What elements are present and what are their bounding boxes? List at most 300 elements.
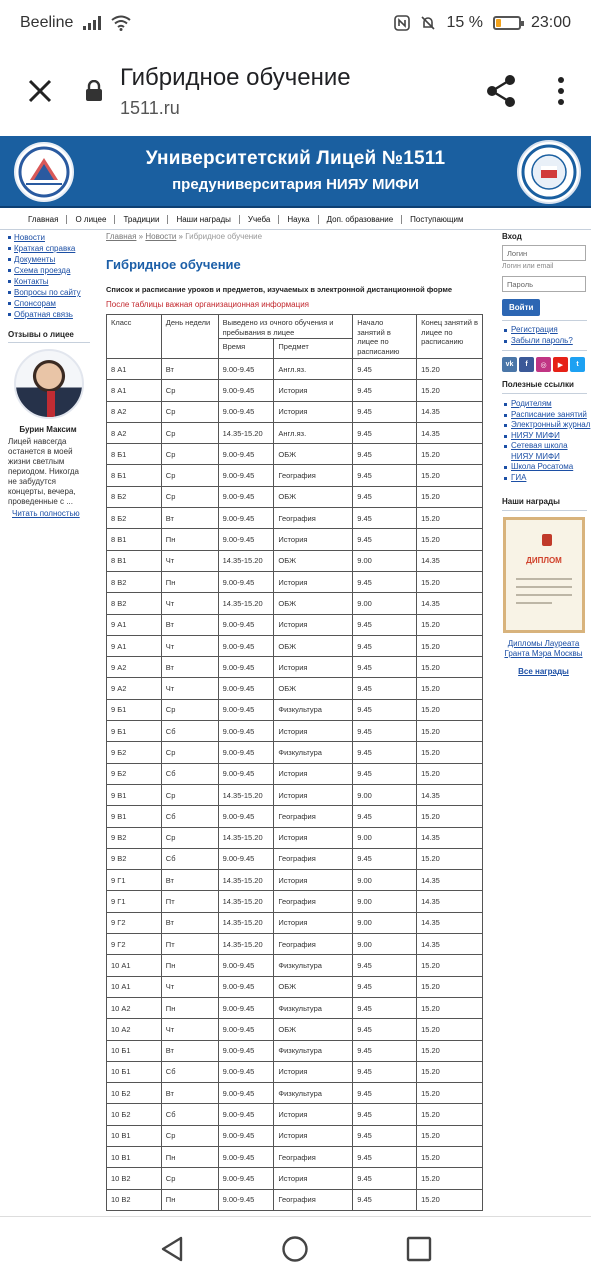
breadcrumb-separator: » <box>136 232 146 241</box>
cell-time: 9.00-9.45 <box>218 465 274 486</box>
clock: 23:00 <box>530 14 571 31</box>
cell-weekday: Пт <box>161 934 218 955</box>
cell-time: 9.00-9.45 <box>218 1040 274 1061</box>
header-removed-group: Выведено из очного обучения и пребывания в лицее <box>218 315 353 339</box>
cell-class: 8 А1 <box>107 380 162 401</box>
cell-class: 9 А1 <box>107 635 162 656</box>
left-menu-item[interactable]: Вопросы по сайту <box>8 287 96 298</box>
cell-class: 10 А2 <box>107 1019 162 1040</box>
left-menu-item[interactable]: Контакты <box>8 276 96 287</box>
cell-end: 15.20 <box>417 1168 483 1189</box>
cell-class: 8 Б2 <box>107 508 162 529</box>
breadcrumb <box>106 232 488 241</box>
site-header <box>0 136 591 208</box>
cell-time: 14.35-15.20 <box>218 593 274 614</box>
signal-icon <box>83 16 101 30</box>
breadcrumb-home[interactable]: Главная <box>106 232 137 241</box>
cell-start: 9.45 <box>353 699 417 720</box>
cell-end: 15.20 <box>417 1146 483 1167</box>
cell-end: 15.20 <box>417 1104 483 1125</box>
useful-link[interactable]: ГИА <box>504 473 591 484</box>
right-sidebar <box>496 232 591 676</box>
cell-subject: География <box>274 806 353 827</box>
cell-time: 9.00-9.45 <box>218 848 274 869</box>
cell-weekday: Ср <box>161 401 218 422</box>
divider <box>502 510 587 511</box>
cell-end: 15.20 <box>417 571 483 592</box>
breadcrumb-news[interactable]: Новости <box>145 232 177 241</box>
more-menu-icon[interactable] <box>531 46 591 136</box>
cell-end: 14.35 <box>417 784 483 805</box>
cell-weekday: Чт <box>161 635 218 656</box>
cell-subject: История <box>274 529 353 550</box>
site-title-line1: Университетский Лицей №1511 <box>145 148 446 169</box>
cell-class: 9 В2 <box>107 827 162 848</box>
login-button[interactable]: Войти <box>502 299 540 316</box>
cell-end: 15.20 <box>417 529 483 550</box>
cell-end: 15.20 <box>417 486 483 507</box>
close-icon[interactable] <box>0 46 80 136</box>
cell-end: 14.35 <box>417 422 483 443</box>
coat-of-arms-icon <box>542 534 552 546</box>
cell-weekday: Вт <box>161 1083 218 1104</box>
cell-time: 9.00-9.45 <box>218 359 274 380</box>
breadcrumb-separator: » <box>176 232 186 241</box>
nfc-icon <box>394 15 410 31</box>
cell-class: 9 Г2 <box>107 934 162 955</box>
cell-subject: География <box>274 848 353 869</box>
cell-start: 9.45 <box>353 508 417 529</box>
cell-end: 15.20 <box>417 678 483 699</box>
instagram-icon[interactable]: ◎ <box>536 357 551 372</box>
cell-weekday: Пн <box>161 955 218 976</box>
cell-end: 14.35 <box>417 891 483 912</box>
cell-weekday: Сб <box>161 1104 218 1125</box>
page-title: Гибридное обучение <box>106 257 241 272</box>
all-awards-link[interactable]: Все награды <box>518 667 569 676</box>
cell-start: 9.00 <box>353 912 417 933</box>
cell-weekday: Ср <box>161 699 218 720</box>
cell-subject: История <box>274 870 353 891</box>
cell-time: 9.00-9.45 <box>218 380 274 401</box>
review-text: Лицей навсегда останется в моей жизни светлым периодом. Никогда не забудутся концерты, вечера, проведенные с ... <box>8 437 79 506</box>
nav-extra-education[interactable]: Доп. образование <box>319 215 403 224</box>
cell-class: 10 Б1 <box>107 1040 162 1061</box>
cell-class: 9 А1 <box>107 614 162 635</box>
cell-subject: ОБЖ <box>274 1019 353 1040</box>
left-menu-item[interactable]: Новости <box>8 232 96 243</box>
cell-class: 10 В2 <box>107 1168 162 1189</box>
cell-start: 9.00 <box>353 934 417 955</box>
cell-end: 14.35 <box>417 934 483 955</box>
web-page <box>0 136 591 1216</box>
cell-weekday: Вт <box>161 508 218 529</box>
cell-weekday: Сб <box>161 848 218 869</box>
cell-end: 14.35 <box>417 593 483 614</box>
schedule-body <box>107 359 483 1211</box>
facebook-icon[interactable]: f <box>519 357 534 372</box>
nav-about[interactable]: О лицее <box>67 215 115 224</box>
table-row <box>107 891 483 912</box>
nav-traditions[interactable]: Традиции <box>115 215 168 224</box>
left-menu-item[interactable]: Схема проезда <box>8 265 96 276</box>
left-menu-item[interactable]: Обратная связь <box>8 309 96 320</box>
battery-icon <box>493 16 521 30</box>
useful-link[interactable]: Родителям <box>504 399 591 410</box>
useful-link[interactable]: НИЯУ МИФИ <box>504 431 591 442</box>
cell-weekday: Вт <box>161 870 218 891</box>
table-row <box>107 742 483 763</box>
cell-start: 9.45 <box>353 997 417 1018</box>
table-row <box>107 444 483 465</box>
cell-weekday: Ср <box>161 1125 218 1146</box>
cell-end: 15.20 <box>417 1061 483 1082</box>
cell-subject: География <box>274 508 353 529</box>
cell-start: 9.45 <box>353 721 417 742</box>
reviews-heading: Отзывы о лицее <box>8 330 74 339</box>
cell-class: 8 Б2 <box>107 486 162 507</box>
cell-end: 15.20 <box>417 635 483 656</box>
cell-weekday: Пн <box>161 1189 218 1210</box>
cell-subject: История <box>274 1104 353 1125</box>
table-row <box>107 806 483 827</box>
read-more-link[interactable]: Читать полностью <box>12 509 80 518</box>
cell-time: 14.35-15.20 <box>218 934 274 955</box>
useful-link[interactable]: Расписание занятий <box>504 410 591 421</box>
useful-link[interactable]: Сетевая школа НИЯУ МИФИ <box>504 441 591 462</box>
status-bar <box>0 0 591 46</box>
twitter-icon[interactable]: t <box>570 357 585 372</box>
divider <box>8 342 90 343</box>
left-sidebar <box>0 232 96 518</box>
system-nav-bar <box>0 1216 591 1280</box>
cell-weekday: Ср <box>161 742 218 763</box>
battery-percent: 15 % <box>446 14 483 31</box>
cell-weekday: Чт <box>161 1019 218 1040</box>
cell-subject: ОБЖ <box>274 678 353 699</box>
table-row <box>107 784 483 805</box>
cell-weekday: Вт <box>161 912 218 933</box>
cell-weekday: Чт <box>161 593 218 614</box>
forgot-password-link[interactable]: Забыли пароль? <box>504 336 591 347</box>
table-row <box>107 1168 483 1189</box>
cell-time: 9.00-9.45 <box>218 721 274 742</box>
cell-end: 15.20 <box>417 380 483 401</box>
cell-time: 9.00-9.45 <box>218 1104 274 1125</box>
table-row <box>107 508 483 529</box>
cell-time: 14.35-15.20 <box>218 422 274 443</box>
cell-time: 14.35-15.20 <box>218 891 274 912</box>
password-input[interactable]: Пароль <box>502 276 586 292</box>
cell-time: 9.00-9.45 <box>218 699 274 720</box>
cell-subject: География <box>274 934 353 955</box>
cell-start: 9.45 <box>353 444 417 465</box>
table-row <box>107 1019 483 1040</box>
table-row <box>107 848 483 869</box>
cell-subject: История <box>274 1168 353 1189</box>
table-row <box>107 550 483 571</box>
cell-time: 9.00-9.45 <box>218 635 274 656</box>
cell-start: 9.45 <box>353 763 417 784</box>
cell-weekday: Сб <box>161 806 218 827</box>
cell-weekday: Ср <box>161 422 218 443</box>
cell-start: 9.45 <box>353 1125 417 1146</box>
main-content <box>106 232 488 1211</box>
cell-time: 9.00-9.45 <box>218 486 274 507</box>
cell-end: 15.20 <box>417 763 483 784</box>
nav-science[interactable]: Наука <box>279 215 318 224</box>
cell-end: 15.20 <box>417 1019 483 1040</box>
cell-class: 9 Г1 <box>107 870 162 891</box>
divider <box>502 393 587 394</box>
cell-subject: ОБЖ <box>274 593 353 614</box>
youtube-icon[interactable]: ▶ <box>553 357 568 372</box>
cell-subject: ОБЖ <box>274 444 353 465</box>
social-links <box>496 357 591 372</box>
cell-end: 15.20 <box>417 359 483 380</box>
lock-icon <box>74 80 114 102</box>
header-subject: Предмет <box>274 339 353 359</box>
diploma-image[interactable] <box>503 517 585 633</box>
cell-class: 9 А2 <box>107 657 162 678</box>
reviewer-name: Бурин Максим <box>19 425 77 434</box>
cell-weekday: Вт <box>161 657 218 678</box>
cell-time: 9.00-9.45 <box>218 508 274 529</box>
cell-weekday: Вт <box>161 359 218 380</box>
cell-start: 9.45 <box>353 422 417 443</box>
important-note: После таблицы важная организационная информация <box>106 300 309 309</box>
cell-subject: История <box>274 784 353 805</box>
cell-time: 9.00-9.45 <box>218 529 274 550</box>
cell-time: 14.35-15.20 <box>218 870 274 891</box>
table-row <box>107 657 483 678</box>
cell-weekday: Ср <box>161 444 218 465</box>
back-icon[interactable] <box>152 1229 192 1269</box>
cell-start: 9.45 <box>353 529 417 550</box>
cell-time: 9.00-9.45 <box>218 401 274 422</box>
cell-time: 9.00-9.45 <box>218 1061 274 1082</box>
header-end: Конец занятий в лицее по расписанию <box>417 315 483 359</box>
useful-links <box>496 399 591 483</box>
carrier-label: Beeline <box>20 14 74 31</box>
cell-start: 9.00 <box>353 891 417 912</box>
cell-end: 15.20 <box>417 1189 483 1210</box>
cell-class: 10 Б2 <box>107 1104 162 1125</box>
site-title-line2: предуниверситария НИЯУ МИФИ <box>172 176 419 193</box>
award-caption-link[interactable]: Дипломы Лауреата Гранта Мэра Москвы <box>504 639 583 658</box>
cell-start: 9.45 <box>353 465 417 486</box>
cell-weekday: Пн <box>161 529 218 550</box>
cell-class: 10 В1 <box>107 1125 162 1146</box>
cell-end: 14.35 <box>417 550 483 571</box>
cell-class: 8 Б1 <box>107 465 162 486</box>
cell-subject: История <box>274 571 353 592</box>
cell-weekday: Ср <box>161 380 218 401</box>
table-row <box>107 1146 483 1167</box>
mephi-logo[interactable] <box>517 140 581 204</box>
cell-subject: Англ.яз. <box>274 359 353 380</box>
nav-home[interactable]: Главная <box>20 215 67 224</box>
table-row <box>107 529 483 550</box>
cell-weekday: Вт <box>161 1040 218 1061</box>
avatar <box>14 349 84 419</box>
header-time: Время <box>218 339 274 359</box>
cell-class: 8 А2 <box>107 401 162 422</box>
cell-weekday: Ср <box>161 465 218 486</box>
cell-class: 10 А2 <box>107 997 162 1018</box>
vk-icon[interactable]: vk <box>502 357 517 372</box>
cell-class: 8 В1 <box>107 529 162 550</box>
table-row <box>107 721 483 742</box>
cell-class: 9 В1 <box>107 806 162 827</box>
cell-weekday: Ср <box>161 827 218 848</box>
cell-class: 8 А1 <box>107 359 162 380</box>
cell-class: 9 В2 <box>107 848 162 869</box>
cell-end: 15.20 <box>417 976 483 997</box>
cell-class: 9 А2 <box>107 678 162 699</box>
cell-time: 9.00-9.45 <box>218 742 274 763</box>
register-link[interactable]: Регистрация <box>504 325 591 336</box>
cell-start: 9.00 <box>353 784 417 805</box>
cell-time: 9.00-9.45 <box>218 678 274 699</box>
cell-end: 15.20 <box>417 806 483 827</box>
cell-subject: Физкультура <box>274 955 353 976</box>
nav-study[interactable]: Учеба <box>240 215 279 224</box>
useful-link[interactable]: Школа Росатома <box>504 462 591 473</box>
table-row <box>107 699 483 720</box>
cell-class: 9 Б1 <box>107 721 162 742</box>
table-row <box>107 380 483 401</box>
account-links <box>496 325 591 346</box>
login-heading: Вход <box>502 232 522 241</box>
table-row <box>107 870 483 891</box>
cell-start: 9.45 <box>353 1146 417 1167</box>
cell-class: 8 В1 <box>107 550 162 571</box>
table-row <box>107 827 483 848</box>
cell-weekday: Ср <box>161 784 218 805</box>
left-menu-item[interactable]: Краткая справка <box>8 243 96 254</box>
cell-start: 9.00 <box>353 550 417 571</box>
cell-class: 8 В2 <box>107 593 162 614</box>
home-icon[interactable] <box>275 1229 315 1269</box>
cell-time: 9.00-9.45 <box>218 1019 274 1040</box>
table-row <box>107 997 483 1018</box>
table-row <box>107 1189 483 1210</box>
share-icon[interactable] <box>471 46 531 136</box>
table-row <box>107 934 483 955</box>
table-row <box>107 571 483 592</box>
breadcrumb-current: Гибридное обучение <box>185 232 263 241</box>
cell-subject: История <box>274 401 353 422</box>
login-input[interactable]: Логин <box>502 245 586 261</box>
cell-subject: История <box>274 763 353 784</box>
cell-time: 9.00-9.45 <box>218 1083 274 1104</box>
cell-subject: География <box>274 465 353 486</box>
cell-weekday: Сб <box>161 1061 218 1082</box>
nav-admission[interactable]: Поступающим <box>410 215 464 224</box>
cell-class: 10 В1 <box>107 1146 162 1167</box>
header-weekday: День недели <box>161 315 218 359</box>
cell-time: 9.00-9.45 <box>218 444 274 465</box>
cell-weekday: Сб <box>161 721 218 742</box>
url-box[interactable] <box>114 64 471 119</box>
cell-start: 9.45 <box>353 657 417 678</box>
cell-weekday: Сб <box>161 763 218 784</box>
table-row <box>107 955 483 976</box>
nav-awards[interactable]: Наши награды <box>168 215 239 224</box>
cell-start: 9.45 <box>353 359 417 380</box>
cell-weekday: Чт <box>161 550 218 571</box>
login-hint: Логин или email <box>502 263 554 270</box>
table-row <box>107 678 483 699</box>
cell-start: 9.00 <box>353 870 417 891</box>
cell-class: 8 А2 <box>107 422 162 443</box>
cell-end: 15.20 <box>417 614 483 635</box>
cell-class: 9 В1 <box>107 784 162 805</box>
cell-subject: Физкультура <box>274 997 353 1018</box>
cell-time: 9.00-9.45 <box>218 997 274 1018</box>
cell-subject: География <box>274 1146 353 1167</box>
table-row <box>107 1104 483 1125</box>
cell-start: 9.45 <box>353 1040 417 1061</box>
cell-end: 15.20 <box>417 465 483 486</box>
left-menu-item[interactable]: Спонсорам <box>8 298 96 309</box>
cell-weekday: Чт <box>161 976 218 997</box>
awards-heading: Наши награды <box>502 497 560 506</box>
cell-start: 9.45 <box>353 380 417 401</box>
cell-time: 9.00-9.45 <box>218 976 274 997</box>
cell-start: 9.45 <box>353 401 417 422</box>
cell-end: 15.20 <box>417 508 483 529</box>
header-start: Начало занятий в лицее по расписанию <box>353 315 417 359</box>
page-subtitle: Список и расписание уроков и предметов, изучаемых в электронной дистанционной форме <box>106 285 453 294</box>
cell-subject: История <box>274 1061 353 1082</box>
table-row <box>107 401 483 422</box>
cell-class: 10 Б1 <box>107 1061 162 1082</box>
cell-end: 15.20 <box>417 955 483 976</box>
cell-class: 9 Б2 <box>107 742 162 763</box>
table-row <box>107 486 483 507</box>
table-row <box>107 912 483 933</box>
divider <box>502 350 587 351</box>
cell-subject: История <box>274 657 353 678</box>
cell-subject: История <box>274 380 353 401</box>
cell-time: 14.35-15.20 <box>218 784 274 805</box>
schedule-table <box>106 314 483 1211</box>
diploma-word: ДИПЛОМ <box>526 556 562 565</box>
cell-subject: История <box>274 1125 353 1146</box>
table-row <box>107 1040 483 1061</box>
cell-start: 9.45 <box>353 742 417 763</box>
cell-subject: ОБЖ <box>274 976 353 997</box>
useful-links-heading: Полезные ссылки <box>502 380 574 389</box>
useful-link[interactable]: Электронный журнал <box>504 420 591 431</box>
cell-class: 8 В2 <box>107 571 162 592</box>
table-row <box>107 593 483 614</box>
cell-time: 14.35-15.20 <box>218 550 274 571</box>
cell-start: 9.45 <box>353 806 417 827</box>
recents-icon[interactable] <box>399 1229 439 1269</box>
cell-subject: Физкультура <box>274 742 353 763</box>
cell-start: 9.00 <box>353 827 417 848</box>
cell-weekday: Ср <box>161 1168 218 1189</box>
left-menu-item[interactable]: Документы <box>8 254 96 265</box>
mute-bell-icon <box>420 15 436 31</box>
cell-class: 9 Б2 <box>107 763 162 784</box>
cell-end: 15.20 <box>417 997 483 1018</box>
left-menu <box>0 232 96 320</box>
cell-time: 9.00-9.45 <box>218 1146 274 1167</box>
